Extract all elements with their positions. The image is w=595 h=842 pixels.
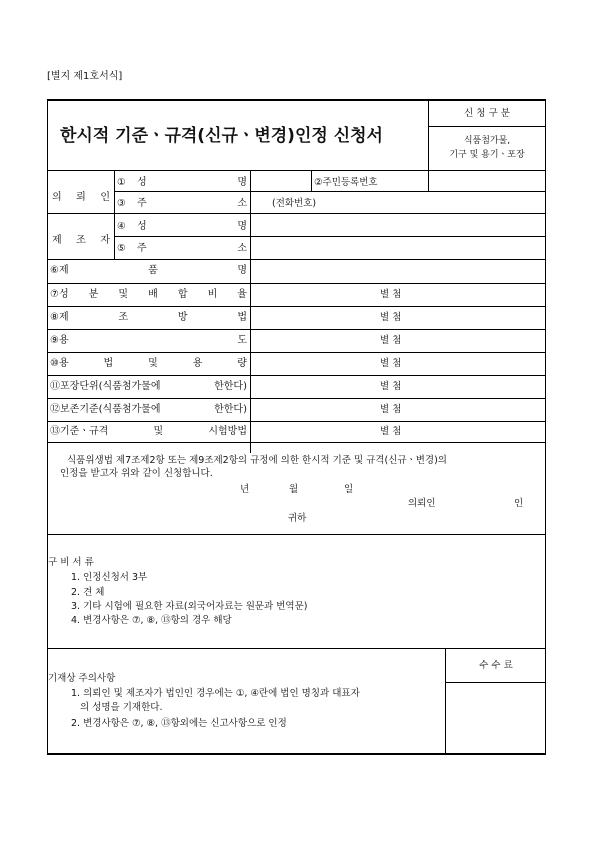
declaration-line2: 인정을 받고자 위와 같이 신청합니다. [60,468,213,479]
row-method-label: ⑧ 제 조 방 법 [50,312,247,323]
notes-header: 기재상 주의사항 [48,673,116,684]
fee-field[interactable] [446,683,545,753]
manufacturer-name-field[interactable] [251,214,545,236]
documents-item-1: 1. 인정신청서 3부 [71,572,148,583]
product-name-label: ⑥ 제 품 명 [50,265,247,276]
row-composition-label: ⑦ 성 분 및 배 합 비 율 [50,289,247,300]
applicant-name-label: 성 명 [137,177,247,188]
category-value-line2[interactable]: 기구 및 용기ㆍ포장 [449,150,525,160]
manufacturer-address-num: ⑤ [117,243,126,254]
category-header: 신 청 구 분 [464,108,510,119]
manufacturer-name-num: ④ [117,221,126,232]
row-standards-value[interactable]: 별 첨 [380,426,402,437]
category-header-line [428,126,546,127]
row-dosage-value[interactable]: 별 첨 [380,358,402,369]
declaration-line1: 식품위생법 제7조제2항 또는 제9조제2항의 규정에 의한 한시적 기준 및 규격(신규ㆍ변경)의 [67,455,447,466]
row-usage-label: ⑨ 용 도 [50,335,247,346]
form-number-tag: [별지 제1호서식] [47,71,123,82]
product-name-field[interactable] [251,260,545,282]
date-day-label[interactable]: 일 [344,484,354,495]
fee-header: 수 수 료 [479,660,513,671]
notes-item-2: 2. 변경사항은 ⑦, ⑧, ⑬항외에는 신고사항으로 인정 [71,718,287,729]
applicant-id-label: ②주민등록번호 [314,177,378,188]
applicant-group-label: 의 뢰 인 [52,192,110,203]
manufacturer-group-label: 제 조 자 [52,235,110,246]
applicant-id-field[interactable] [429,171,545,191]
applicant-name-field[interactable] [251,171,311,191]
manufacturer-address-field[interactable] [251,237,545,258]
documents-item-2: 2. 견 체 [71,587,105,598]
applicant-address-num: ③ [117,198,126,209]
form-title: 한시적 기준ㆍ규격(신규ㆍ변경)인정 신청서 [60,126,383,146]
documents-header: 구 비 서 류 [48,557,94,568]
recipient-label: 귀하 [288,513,307,524]
documents-item-4: 4. 변경사항은 ⑦, ⑧, ⑬항의 경우 해당 [71,615,232,626]
applicant-name-num: ① [117,177,126,188]
seal-label[interactable]: 인 [514,498,524,509]
manufacturer-name-label: 성 명 [137,221,247,232]
applicant-address-label: 주 소 [137,198,247,209]
row-usage-value[interactable]: 별 첨 [380,335,402,346]
row-packaging-label: ⑪ 포장단위(식품첨가물에 한한다) [50,381,247,392]
manufacturer-address-label: 주 소 [137,243,247,254]
signer-label: 의뢰인 [408,498,436,509]
row-storage-value[interactable]: 별 첨 [380,404,402,415]
notes-item-1-line2: 의 성명을 기재한다. [80,702,163,713]
row-composition-value[interactable]: 별 첨 [380,289,402,300]
applicant-address-field[interactable] [251,192,545,212]
row-packaging-value[interactable]: 별 첨 [380,381,402,392]
row-method-value[interactable]: 별 첨 [380,312,402,323]
category-value-line1[interactable]: 식품첨가물, [463,136,511,146]
group-divider [114,170,115,259]
date-year-label[interactable]: 년 [240,484,250,495]
notes-item-1-line1: 1. 의뢰인 및 제조자가 법인인 경우에는 ①, ④란에 법인 명칭과 대표자 [71,688,360,699]
row-storage-label: ⑫ 보존기준(식품첨가물에 한한다) [50,404,247,415]
row-standards-label: ⑬ 기준ㆍ규격 및 시험방법 [50,426,247,437]
row-dosage-label: ⑩ 용 법 및 용 량 [50,358,247,369]
documents-item-3: 3. 기타 시험에 필요한 자료(외국어자료는 원문과 번역문) [71,601,308,612]
applicant-phone-note: (전화번호) [272,198,317,209]
date-month-label[interactable]: 월 [289,484,299,495]
